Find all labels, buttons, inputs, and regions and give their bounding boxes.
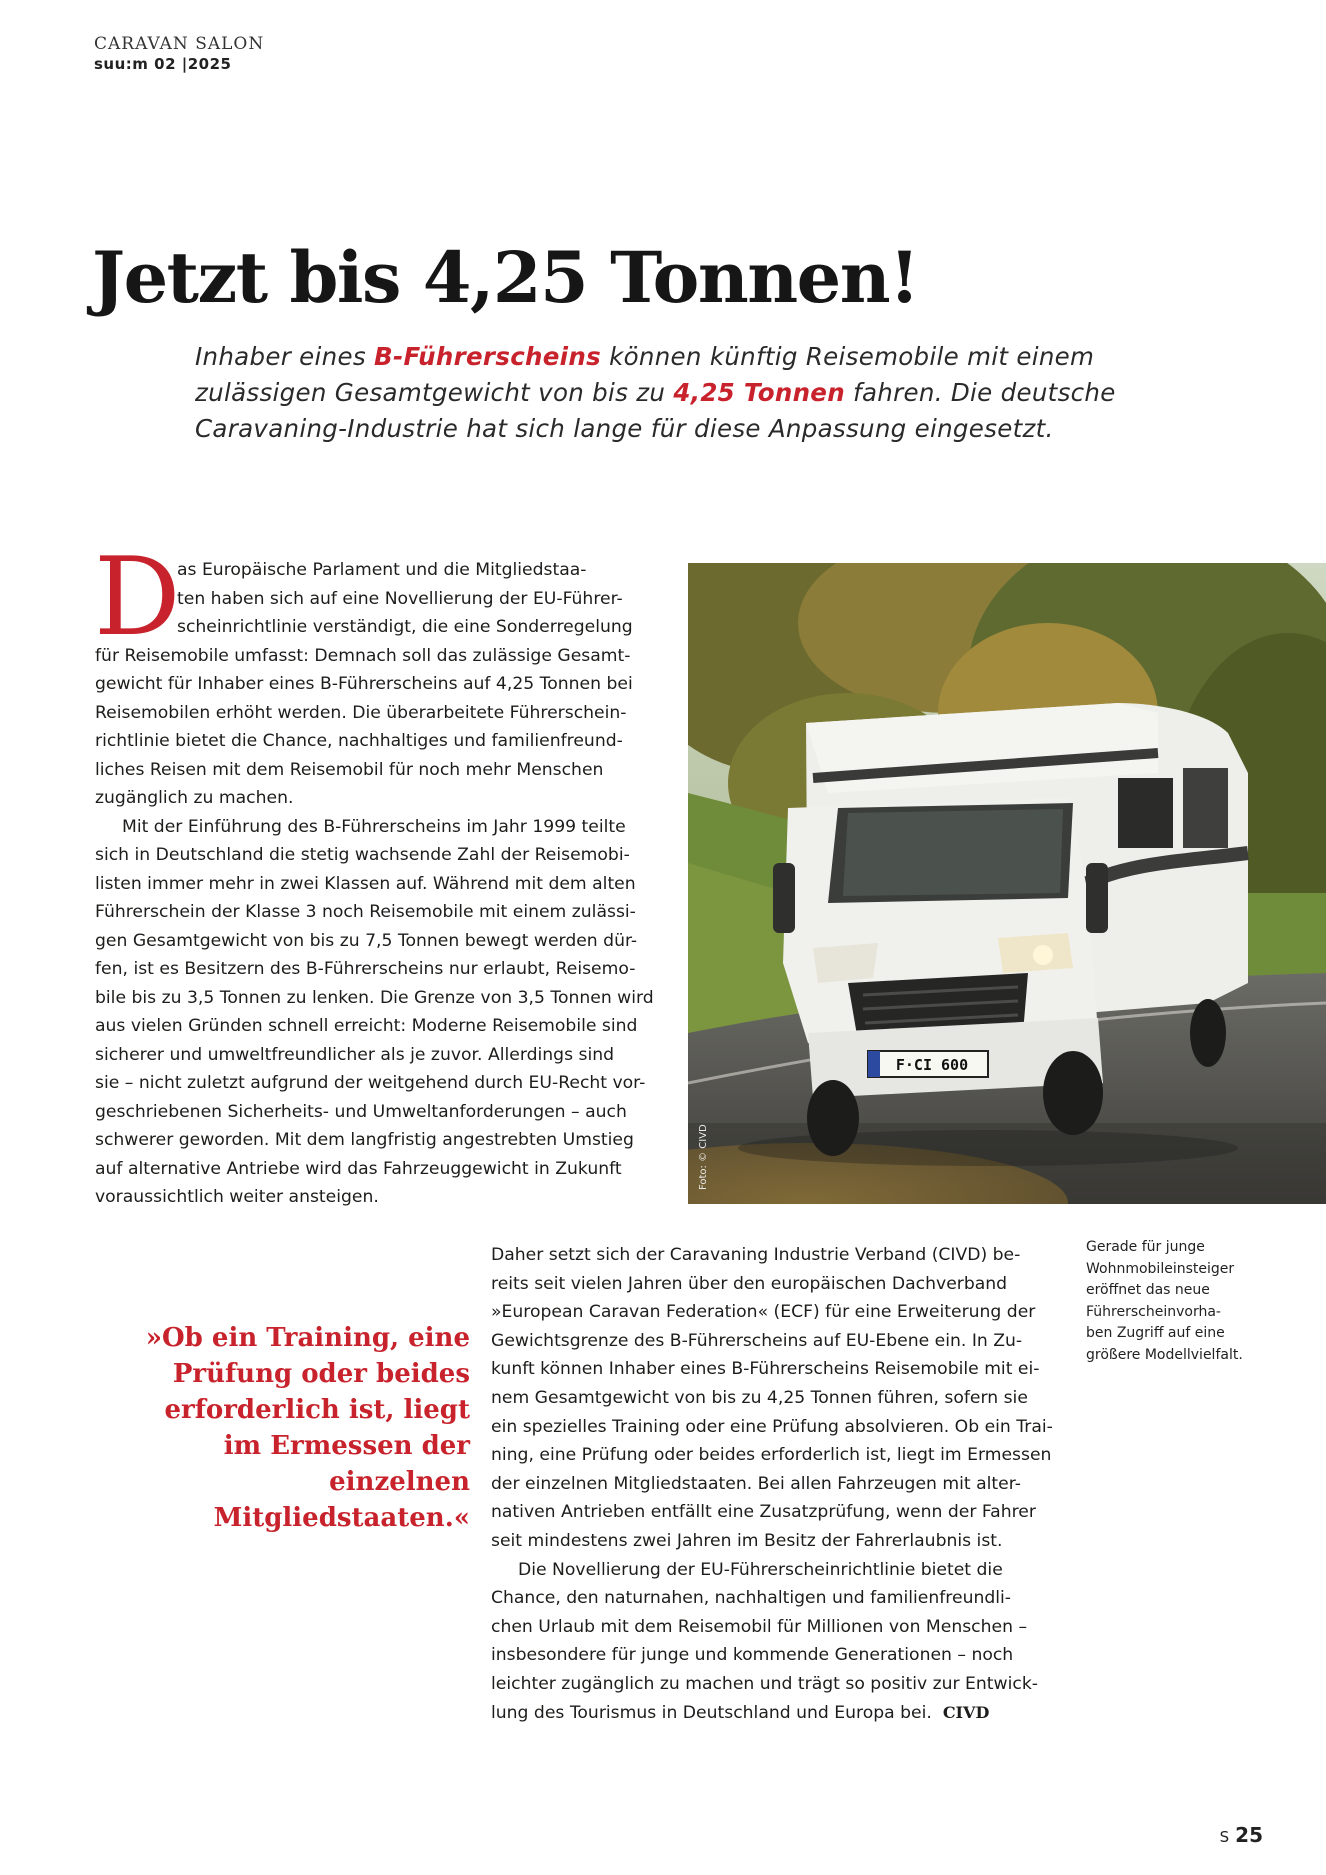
text-line: gewicht für Inhaber eines B-Führerscheins auf 4,25 Tonnen bei xyxy=(95,674,633,694)
pull-quote: »Ob ein Training, eine Prüfung oder beides erforderlich ist, liegt im Ermessen der einzelnen Mitgliedstaaten.« xyxy=(145,1323,470,1533)
text-line: gen Gesamtgewicht von bis zu 7,5 Tonnen bewegt werden dür- xyxy=(95,930,638,951)
text-line: listen immer mehr in zwei Klassen auf. Während mit dem alten xyxy=(95,873,636,894)
text-line: Führerschein der Klasse 3 noch Reisemobile mit einem zulässi- xyxy=(95,902,636,922)
text-line: schwerer geworden. Mit dem langfristig angestrebten Umstieg xyxy=(95,1130,634,1150)
text-line: Chance, den naturnahen, nachhaltigen und familienfreundli- xyxy=(491,1588,1012,1609)
caption-line: Führerscheinvorha- xyxy=(1086,1303,1221,1320)
text-line: sich in Deutschland die stetig wachsende Zahl der Reisemobi- xyxy=(95,845,630,865)
page-number xyxy=(1220,1823,1263,1847)
page-prefix: S xyxy=(1219,1828,1230,1846)
text-line: nativen Antrieben entfällt eine Zusatzprüfung, wenn der Fahrer xyxy=(491,1502,1036,1523)
text-line: voraussichtlich weiter ansteigen. xyxy=(95,1187,379,1207)
body-column-right xyxy=(491,1241,1071,1727)
motorhome-illustration xyxy=(688,563,1326,1204)
text-line: scheinrichtlinie verständigt, die eine Sonderregelung xyxy=(177,617,633,637)
text-line: der einzelnen Mitgliedstaaten. Bei allen Fahrzeugen mit alter- xyxy=(491,1473,1021,1494)
text-line: Die Novellierung der EU-Führerscheinrichtlinie bietet die xyxy=(518,1559,1003,1580)
text-line: Gewichtsgrenze des B-Führerscheins auf EU-Ebene ein. In Zu- xyxy=(491,1330,1023,1351)
text-line: leichter zugänglich zu machen und trägt so positiv zur Entwick- xyxy=(491,1673,1038,1694)
lead-line: Inhaber eines B-Führerscheins können künftig Reisemobile mit einem xyxy=(195,342,1095,371)
caption-line: Wohnmobileinsteiger xyxy=(1086,1260,1235,1277)
text-line: nem Gesamtgewicht von bis zu 4,25 Tonnen führen, sofern sie xyxy=(491,1387,1028,1408)
text-line: ning, eine Prüfung oder beides erforderlich ist, liegt im Ermessen xyxy=(491,1445,1052,1466)
photo-credit: Foto: © CIVD xyxy=(698,1124,709,1190)
text-line: ein spezielles Training oder eine Prüfung absolvieren. Ob ein Trai- xyxy=(491,1416,1053,1437)
text-line: kunft können Inhaber eines B-Führerscheins Reisemobile mit ei- xyxy=(491,1359,1040,1380)
text-line-last xyxy=(491,1699,1071,1728)
caption-line: Gerade für junge xyxy=(1086,1239,1205,1255)
text-line: Daher setzt sich der Caravaning Industrie Verband (CIVD) be- xyxy=(491,1245,1021,1265)
photo-caption xyxy=(1086,1237,1286,1366)
lead-line: zulässigen Gesamtgewicht von bis zu 4,25 Tonnen fahren. Die deutsche xyxy=(195,378,1116,407)
caption-line: ben Zugriff auf eine xyxy=(1086,1325,1225,1341)
page-header xyxy=(94,34,264,74)
text-line: aus vielen Gründen schnell erreicht: Moderne Reisemobile sind xyxy=(95,1016,638,1036)
issue-label: suu:m 02 |2025 xyxy=(94,55,232,73)
article-lead xyxy=(195,339,1175,447)
section-name: CARAVAN SALON xyxy=(94,34,265,54)
text-line: as Europäische Parlament und die Mitgliedstaa- xyxy=(177,560,587,580)
text-line: insbesondere für junge und kommende Generationen – noch xyxy=(491,1645,1014,1666)
text-line: fen, ist es Besitzern des B-Führerscheins nur erlaubt, Reisemo- xyxy=(95,959,636,979)
text-line: liches Reisen mit dem Reisemobil für noch mehr Menschen xyxy=(95,759,604,780)
text-line: Mit der Einführung des B-Führerscheins im Jahr 1999 teilte xyxy=(122,816,626,837)
text-line: lung des Tourismus in Deutschland und Europa bei. xyxy=(491,1702,932,1723)
text-line: auf alternative Antriebe wird das Fahrzeuggewicht in Zukunft xyxy=(95,1158,622,1179)
text-line: richtlinie bietet die Chance, nachhaltiges und familienfreund- xyxy=(95,731,623,751)
lead-line: Caravaning-Industrie hat sich lange für diese Anpassung eingesetzt. xyxy=(195,414,1054,443)
text-line: »European Caravan Federation« (ECF) für eine Erweiterung der xyxy=(491,1302,1036,1323)
caption-line: eröffnet das neue xyxy=(1086,1282,1210,1298)
lead-highlight: B-Führerscheins xyxy=(374,342,602,371)
text-line: sicherer und umweltfreundlicher als je zuvor. Allerdings sind xyxy=(95,1044,615,1065)
lead-highlight: 4,25 Tonnen xyxy=(673,378,845,407)
text-line: zugänglich zu machen. xyxy=(95,788,294,808)
text-line: chen Urlaub mit dem Reisemobil für Millionen von Menschen – xyxy=(491,1616,1028,1637)
text-line: geschriebenen Sicherheits- und Umweltanforderungen – auch xyxy=(95,1101,627,1122)
article-title: Jetzt bis 4,25 Tonnen! xyxy=(92,236,919,319)
text-line: Reisemobilen erhöht werden. Die überarbeitete Führerschein- xyxy=(95,702,627,723)
caption-line: größere Modellvielfalt. xyxy=(1086,1346,1243,1363)
text-line: ten haben sich auf eine Novellierung der EU-Führer- xyxy=(177,588,623,609)
text-line: sie – nicht zuletzt aufgrund der weitgehend durch EU-Recht vor- xyxy=(95,1073,646,1093)
text-line: für Reisemobile umfasst: Demnach soll das zulässige Gesamt- xyxy=(95,645,631,666)
motorhome-photo xyxy=(688,563,1326,1204)
body-column-left xyxy=(95,556,667,1212)
text-line: bile bis zu 3,5 Tonnen zu lenken. Die Grenze von 3,5 Tonnen wird xyxy=(95,987,654,1008)
author-signature: CIVD xyxy=(942,1702,990,1722)
text-line: reits seit vielen Jahren über den europäischen Dachverband xyxy=(491,1273,1008,1294)
drop-cap: D xyxy=(94,535,181,660)
text-line: seit mindestens zwei Jahren im Besitz der Fahrerlaubnis ist. xyxy=(491,1530,1003,1551)
license-plate-text: F·CI 600 xyxy=(895,1056,969,1074)
page-number-value: 25 xyxy=(1235,1823,1263,1847)
